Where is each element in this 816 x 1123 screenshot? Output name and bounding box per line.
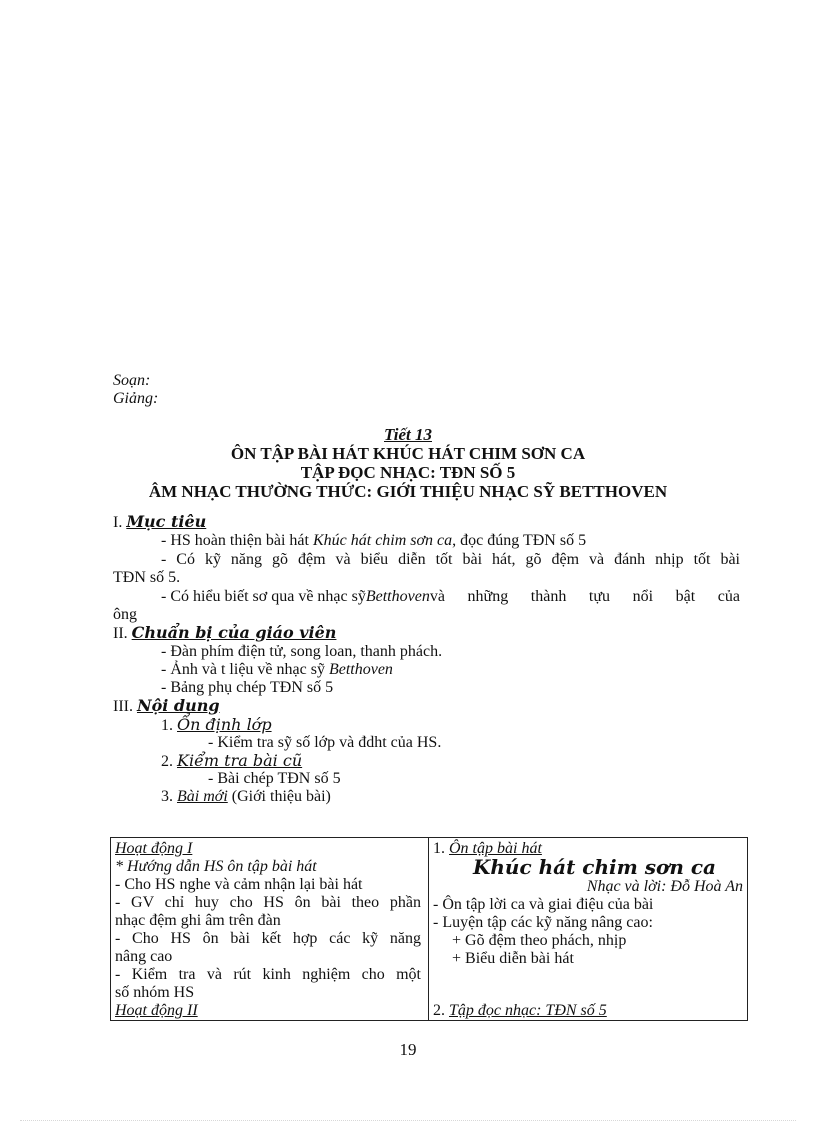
prep-item-1: - Đàn phím điện tử, song loan, thanh phách. xyxy=(161,643,443,660)
teacher-activity-cell xyxy=(115,838,423,1021)
content-numeral: 2. xyxy=(433,1002,449,1019)
sub-text: (Giới thiệu bài) xyxy=(227,788,331,805)
objective-item-1 xyxy=(161,532,586,550)
table-divider xyxy=(428,838,429,1021)
prep-item-3: - Bảng phụ chép TĐN số 5 xyxy=(161,679,334,696)
activity-heading: Hoạt động I xyxy=(115,840,193,857)
song-name: Khúc hát chim sơn ca xyxy=(312,532,453,549)
song-title: Khúc hát chim sơn ca xyxy=(473,855,716,879)
composer-name: Betthoven xyxy=(328,661,393,678)
activity-line: - Cho HS ôn bài kết hợp các kỹ năng xyxy=(115,930,421,947)
sub-numeral: 3. xyxy=(161,788,177,805)
section-heading: Chuẩn bị của giáo viên xyxy=(131,623,337,642)
objective-item-2-cont: TĐN số 5. xyxy=(113,569,181,586)
section-preparation xyxy=(113,624,336,643)
section-numeral: II. xyxy=(113,625,132,642)
page-number: 19 xyxy=(399,1040,417,1059)
content-sub-2-item: - Bài chép TĐN số 5 xyxy=(208,770,341,787)
section-heading: Nội dung xyxy=(136,696,220,715)
sub-title: Kiểm tra bài cũ xyxy=(177,751,303,770)
content-line: + Biểu diễn bài hát xyxy=(452,950,574,967)
title-line-1: ÔN TẬP BÀI HÁT KHÚC HÁT CHIM SƠN CA xyxy=(230,444,586,463)
sub-title: Bài mới xyxy=(177,788,228,805)
content-heading-2 xyxy=(433,1002,607,1020)
content-line: - Ôn tập lời ca và giai điệu của bài xyxy=(433,896,654,913)
content-cell xyxy=(433,838,745,1021)
content-sub-1-item: - Kiểm tra sỹ số lớp và đdht của HS. xyxy=(208,734,442,751)
section-heading: Mục tiêu xyxy=(126,512,207,531)
activity-line: - Kiểm tra và rút kinh nghiệm cho một xyxy=(115,966,421,983)
title-line-3: ÂM NHẠC THƯỜNG THỨC: GIỚI THIỆU NHẠC SỸ BETTHOVEN xyxy=(148,482,668,501)
prep-item-2 xyxy=(161,661,393,679)
content-title: Tập đọc nhạc: TĐN số 5 xyxy=(449,1002,607,1019)
content-line: - Luyện tập các kỹ năng nâng cao: xyxy=(433,914,653,931)
content-sub-2 xyxy=(161,752,302,771)
section-numeral: I. xyxy=(113,514,127,531)
sub-numeral: 2. xyxy=(161,753,177,770)
title-line-2: TẬP ĐỌC NHẠC: TĐN SỐ 5 xyxy=(300,463,516,482)
section-numeral: III. xyxy=(113,698,137,715)
objective-item-2: - Có kỹ năng gõ đệm và biểu diễn tốt bài hát, gõ đệm và đánh nhịp tốt bài xyxy=(161,551,740,568)
prep-text: - Ảnh và t liệu về nhạc sỹ xyxy=(161,661,329,678)
sub-numeral: 1. xyxy=(161,717,177,734)
activity-heading-2: Hoạt động II xyxy=(115,1002,198,1019)
page-edge xyxy=(20,1120,796,1121)
objective-text: - HS hoàn thiện bài hát xyxy=(161,532,313,549)
objective-text: và những thành tựu nổi bật của xyxy=(429,588,740,605)
section-content xyxy=(113,697,220,716)
objective-item-3-cont: ông xyxy=(113,606,137,623)
content-title: Ôn tập bài hát xyxy=(449,840,542,857)
lesson-title: Tiết 13 xyxy=(384,425,432,444)
content-sub-1 xyxy=(161,716,272,735)
activity-table xyxy=(110,837,748,1021)
activity-subheading: * Hướng dẫn HS ôn tập bài hát xyxy=(115,858,317,875)
content-line: + Gõ đệm theo phách, nhịp xyxy=(452,932,627,949)
activity-line: nâng cao xyxy=(115,948,173,965)
giang-label: Giảng: xyxy=(113,390,159,407)
activity-line: - Cho HS nghe và cảm nhận lại bài hát xyxy=(115,876,363,893)
activity-line: số nhóm HS xyxy=(115,984,195,1001)
sub-title: Ổn định lớp xyxy=(177,715,272,734)
content-sub-3 xyxy=(161,788,331,806)
song-author: Nhạc và lời: Đỗ Hoà An xyxy=(586,878,743,895)
soan-label: Soạn: xyxy=(113,372,151,389)
objective-text: , đọc đúng TĐN số 5 xyxy=(452,532,587,549)
objective-text: - Có hiểu biết sơ qua về nhạc sỹ xyxy=(161,588,366,605)
activity-line: - GV chỉ huy cho HS ôn bài theo phần xyxy=(115,894,421,911)
section-objectives xyxy=(113,513,206,532)
content-numeral: 1. xyxy=(433,840,449,857)
objective-item-3 xyxy=(161,588,740,606)
composer-name: Betthoven xyxy=(365,588,430,605)
activity-line: nhạc đệm ghi âm trên đàn xyxy=(115,912,281,929)
